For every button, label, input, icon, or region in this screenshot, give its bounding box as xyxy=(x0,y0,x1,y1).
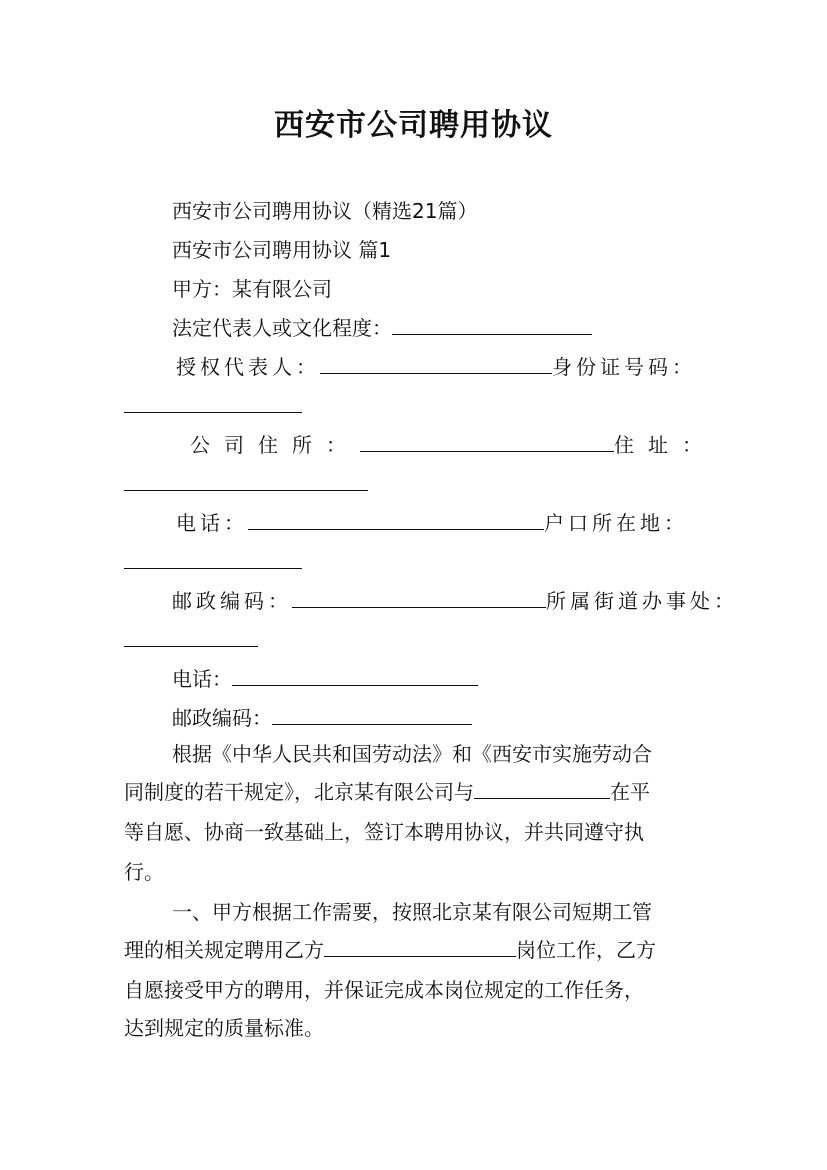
document-title: 西安市公司聘用协议 xyxy=(274,108,553,143)
para1-line2 xyxy=(124,778,650,806)
address-blank[interactable] xyxy=(124,472,368,491)
hukou-label: 户口所在地： xyxy=(544,511,688,535)
postcode1-label: 邮政编码： xyxy=(172,589,292,613)
street-office-blank[interactable] xyxy=(124,628,258,647)
company-addr-blank[interactable] xyxy=(360,433,614,452)
para2-line2-text-b: 岗位工作，乙方 xyxy=(516,938,656,962)
phone1-label: 电话： xyxy=(176,511,248,535)
auth-rep-blank[interactable] xyxy=(320,355,552,374)
para2-line2-text-a: 理的相关规定聘用乙方 xyxy=(124,938,324,962)
hukou-blank[interactable] xyxy=(124,550,302,569)
hukou-blank-line xyxy=(124,548,302,576)
para1-line1: 根据《中华人民共和国劳动法》和《西安市实施劳动合 xyxy=(172,742,652,766)
legal-rep-blank[interactable] xyxy=(392,316,592,335)
subtitle-line: 西安市公司聘用协议（精选21篇） xyxy=(172,199,478,223)
phone1-line xyxy=(176,509,688,537)
para1-line3: 等自愿、协商一致基础上，签订本聘用协议，并共同遵守执 xyxy=(124,820,644,844)
para1-line2-text-a: 同制度的若干规定》，北京某有限公司与 xyxy=(124,780,474,804)
auth-rep-line xyxy=(176,353,696,381)
para2-position-blank[interactable] xyxy=(324,938,516,957)
legal-rep-label: 法定代表人或文化程度： xyxy=(172,316,392,340)
id-no-blank-line xyxy=(124,392,302,420)
street-office-label: 所属街道办事处： xyxy=(546,589,738,613)
section-heading: 西安市公司聘用协议 篇1 xyxy=(172,238,392,262)
phone1-blank[interactable] xyxy=(248,511,544,530)
postcode1-blank[interactable] xyxy=(292,589,546,608)
address-blank-line xyxy=(124,470,368,498)
phone2-blank[interactable] xyxy=(232,667,478,686)
para1-party-blank[interactable] xyxy=(474,780,610,799)
postcode2-label: 邮政编码： xyxy=(172,706,272,730)
address-label: 住址： xyxy=(614,433,716,457)
auth-rep-label: 授权代表人： xyxy=(176,355,320,379)
street-office-blank-line xyxy=(124,626,258,654)
para1-line2-text-b: 在平 xyxy=(610,780,650,804)
para2-line2 xyxy=(124,936,656,964)
legal-rep-line xyxy=(172,314,592,342)
company-addr-line xyxy=(190,431,716,459)
id-no-blank[interactable] xyxy=(124,394,302,413)
postcode2-line xyxy=(172,704,472,732)
para2-line1: 一、甲方根据工作需要，按照北京某有限公司短期工管 xyxy=(172,900,652,924)
para2-line3: 自愿接受甲方的聘用，并保证完成本岗位规定的工作任务， xyxy=(124,978,644,1002)
para2-line4: 达到规定的质量标准。 xyxy=(124,1016,324,1040)
postcode1-line xyxy=(172,587,738,615)
company-addr-label: 公司住所： xyxy=(190,433,360,457)
id-no-label: 身份证号码： xyxy=(552,355,696,379)
party-a-line: 甲方：某有限公司 xyxy=(172,277,332,301)
para1-line4: 行。 xyxy=(124,860,164,884)
phone2-label: 电话： xyxy=(172,667,232,691)
phone2-line xyxy=(172,665,478,693)
postcode2-blank[interactable] xyxy=(272,706,472,725)
